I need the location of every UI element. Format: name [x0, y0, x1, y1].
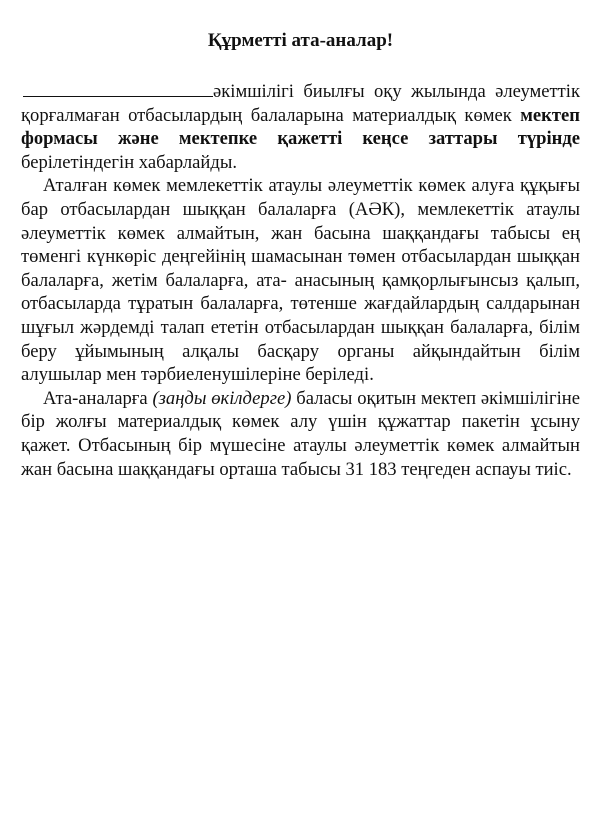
paragraph-intro: [21, 80, 580, 174]
intro-text-start: әкімшілігі биылғы оқу жылында әлеуметтік қорғалмаған отбасылардың балаларына материалдық көмек: [21, 81, 580, 126]
intro-text-end: берілетіндегін хабарлайды.: [21, 151, 237, 173]
blank-fill-line: [23, 81, 213, 97]
document-title: Құрметті ата-аналар!: [207, 30, 394, 51]
paragraph-eligibility: Аталған көмек мемлекеттік атаулы әлеуметтік көмек алуға құқығы бар отбасылардан шыққан балаларға (АӘК), мемлекеттік атаулы әлеуметтік көмек алмайтын, жан басына шаққандағы табысы ең төменгі күнкөріс деңгейінің шамасынан төмен отбасылардан шыққан балаларға, жетім балаларға, ата- анасының қамқорлығынсыз қалып, отбасыларда тұратын балаларға, төтенше жағдайлардың салдарынан шұғыл жәрдемді талап ететін отбасылардан шыққан балаларға, білім беру ұйымының алқалы басқару органы айқындайтын білім алушылар мен тәрбиеленушілеріне беріледі.: [21, 175, 580, 386]
documents-italic-text: (заңды өкілдерге): [152, 387, 292, 409]
documents-text-end: баласы оқитын мектеп әкімшілігіне бір жолғы материалдық көмек алу үшін құжаттар пакетін ұсыну қажет. Отбасының бір мүшесіне атаулы әлеуметтік көмек алмайтын жан басына шаққандағы орташа табысы 31 183 теңгеден аспауы тиіс.: [21, 387, 580, 480]
intro-bold-text: мектеп формасы және мектепке қажетті кеңсе заттары түрінде: [21, 104, 580, 150]
documents-text-start: Ата-аналарға: [43, 387, 153, 409]
paragraph-documents: [21, 387, 580, 481]
